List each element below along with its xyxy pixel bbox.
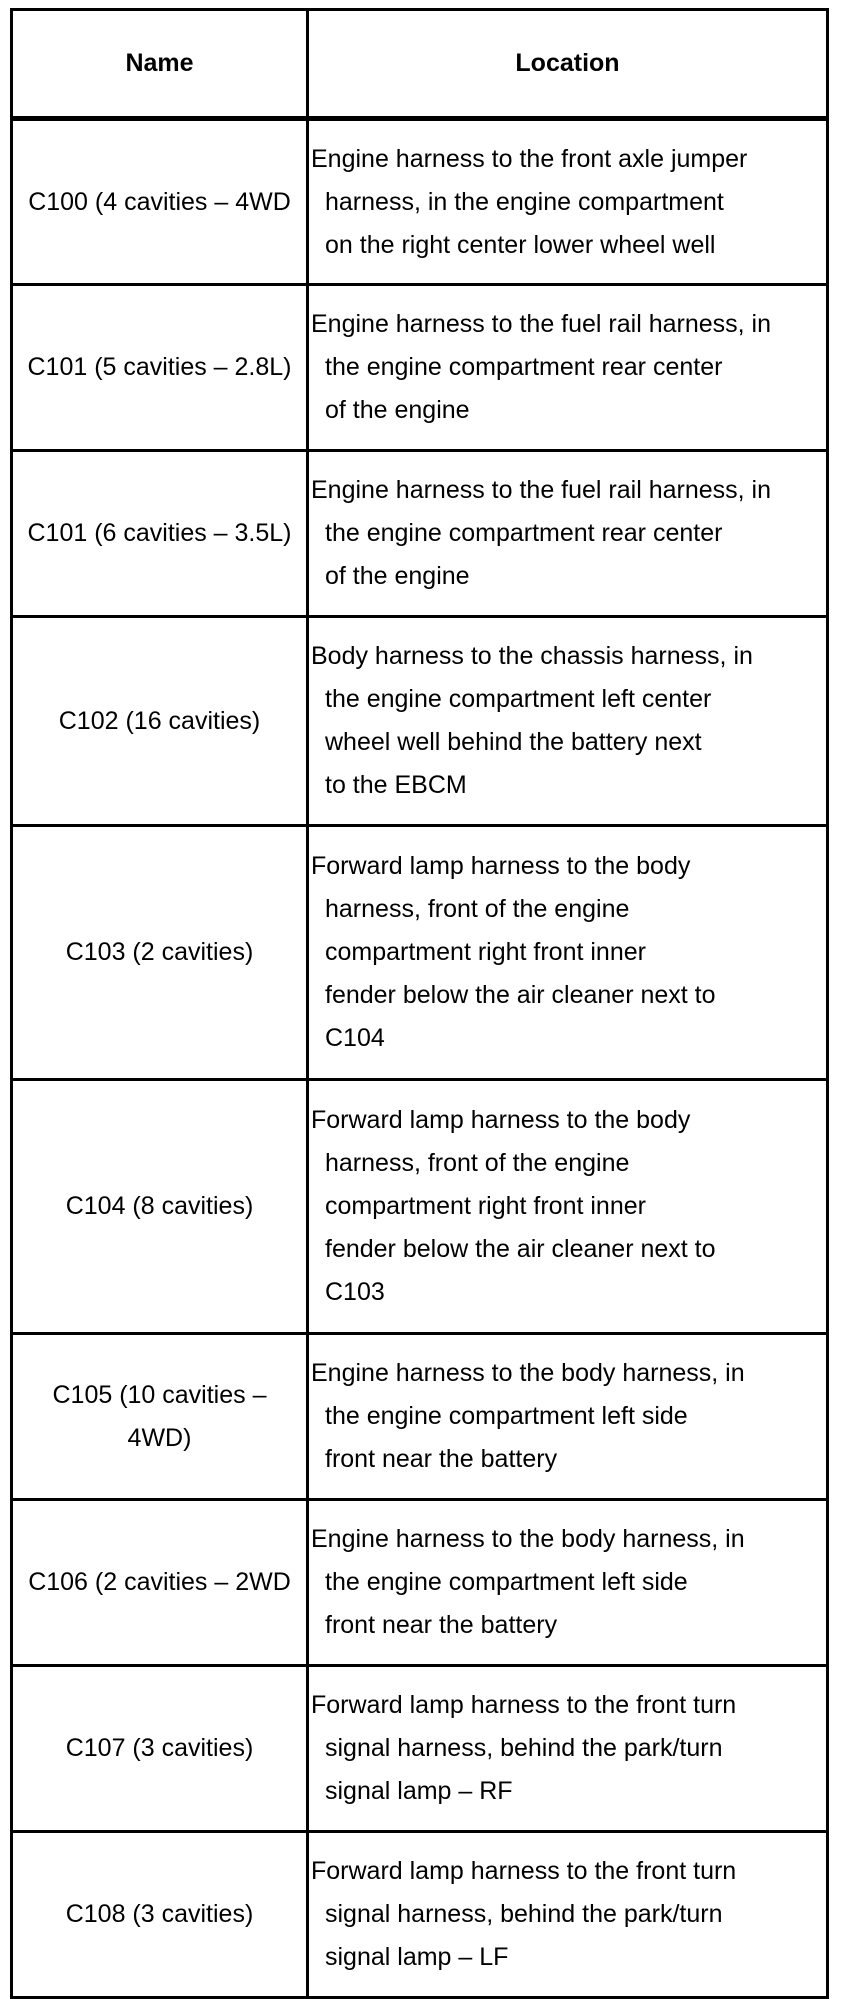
location-text-line: harness, front of the engine: [325, 1149, 630, 1177]
location-text-line: Engine harness to the fuel rail harness, in: [311, 310, 771, 338]
location-text-line: to the EBCM: [325, 771, 467, 799]
connector-name: C100 (4 cavities – 4WD: [28, 187, 291, 216]
location-text-line: Engine harness to the body harness, in: [311, 1359, 745, 1387]
location-text-line: fender below the air cleaner next to: [325, 981, 716, 1009]
location-text-line: Engine harness to the front axle jumper: [311, 144, 748, 173]
location-text-line: fender below the air cleaner next to: [325, 1235, 716, 1263]
connector-name-cell: [12, 617, 308, 826]
table-row: [12, 617, 828, 826]
table-row: [12, 1334, 828, 1500]
location-text-line: wheel well behind the battery next: [325, 728, 702, 756]
location-text-line: harness, in the engine compartment: [325, 187, 724, 216]
location-text-line: harness, front of the engine: [325, 895, 630, 923]
location-text-line: C103: [325, 1278, 385, 1306]
header-row: [12, 10, 828, 119]
location-text-line: signal lamp – RF: [325, 1777, 513, 1805]
location-text-line: Forward lamp harness to the body: [311, 1106, 691, 1134]
connector-location-cell: [308, 617, 828, 826]
connector-name-cell: [12, 826, 308, 1080]
table-row: [12, 826, 828, 1080]
connector-name: C104 (8 cavities): [65, 1192, 254, 1220]
name-column-header: Name: [12, 10, 308, 119]
location-text-line: front near the battery: [325, 1611, 558, 1639]
location-text-line: the engine compartment left side: [325, 1568, 688, 1596]
connector-name-cell: [12, 451, 308, 617]
connector-name: C103 (2 cavities): [65, 938, 254, 966]
table-row: [12, 1666, 828, 1832]
location-text-line: Forward lamp harness to the front turn: [311, 1691, 737, 1719]
table-row: [12, 1080, 828, 1334]
location-text-line: the engine compartment rear center: [325, 353, 723, 381]
connector-name-cell: [12, 1334, 308, 1500]
connector-name-cell: [12, 1080, 308, 1334]
connector-name-cell: [12, 1832, 308, 1998]
connector-name: C108 (3 cavities): [65, 1900, 254, 1928]
location-text-line: C104: [325, 1024, 385, 1052]
location-text-line: the engine compartment left center: [325, 685, 712, 713]
connector-location-cell: [308, 1500, 828, 1666]
connector-name-cell: [12, 1666, 308, 1832]
connector-name: C101 (6 cavities – 3.5L): [27, 519, 292, 547]
connector-name: C101 (5 cavities – 2.8L): [27, 353, 292, 381]
location-text-line: Engine harness to the body harness, in: [311, 1525, 745, 1553]
location-text-line: the engine compartment rear center: [325, 519, 723, 547]
location-text-line: of the engine: [325, 562, 470, 590]
location-text-line: Forward lamp harness to the body: [311, 852, 691, 880]
table-body: [12, 119, 828, 1998]
location-column-header: Location: [308, 10, 828, 119]
location-text-line: signal lamp – LF: [325, 1943, 509, 1971]
connector-location-table: [10, 8, 829, 1999]
location-text-line: Forward lamp harness to the front turn: [311, 1857, 737, 1885]
location-text-line: the engine compartment left side: [325, 1402, 688, 1430]
connector-name-cell: [12, 285, 308, 451]
connector-location-cell: [308, 1080, 828, 1334]
connector-name: C105 (10 cavities –: [52, 1380, 267, 1409]
location-text-line: signal harness, behind the park/turn: [325, 1900, 723, 1928]
connector-name: C106 (2 cavities – 2WD: [28, 1568, 291, 1596]
table-row: [12, 119, 828, 285]
connector-name-cell: [12, 1500, 308, 1666]
table-row: [12, 451, 828, 617]
connector-location-cell: [308, 1832, 828, 1998]
location-text-line: on the right center lower wheel well: [325, 230, 716, 259]
connector-name: 4WD): [127, 1423, 192, 1452]
connector-name: C102 (16 cavities): [58, 706, 261, 735]
location-text-line: Body harness to the chassis harness, in: [311, 642, 753, 670]
location-text-line: of the engine: [325, 396, 470, 424]
location-text-line: compartment right front inner: [325, 938, 646, 966]
connector-name: C107 (3 cavities): [65, 1734, 254, 1762]
connector-location-cell: [308, 1334, 828, 1500]
location-text-line: front near the battery: [325, 1445, 558, 1473]
connector-location-cell: [308, 285, 828, 451]
connector-location-cell: [308, 1666, 828, 1832]
location-text-line: Engine harness to the fuel rail harness, in: [311, 476, 771, 504]
table-row: [12, 1500, 828, 1666]
connector-location-cell: [308, 826, 828, 1080]
connector-name-cell: [12, 119, 308, 285]
location-text-line: signal harness, behind the park/turn: [325, 1734, 723, 1762]
table-row: [12, 1832, 828, 1998]
connector-location-cell: [308, 119, 828, 285]
table-row: [12, 285, 828, 451]
connector-location-cell: [308, 451, 828, 617]
location-text-line: compartment right front inner: [325, 1192, 646, 1220]
